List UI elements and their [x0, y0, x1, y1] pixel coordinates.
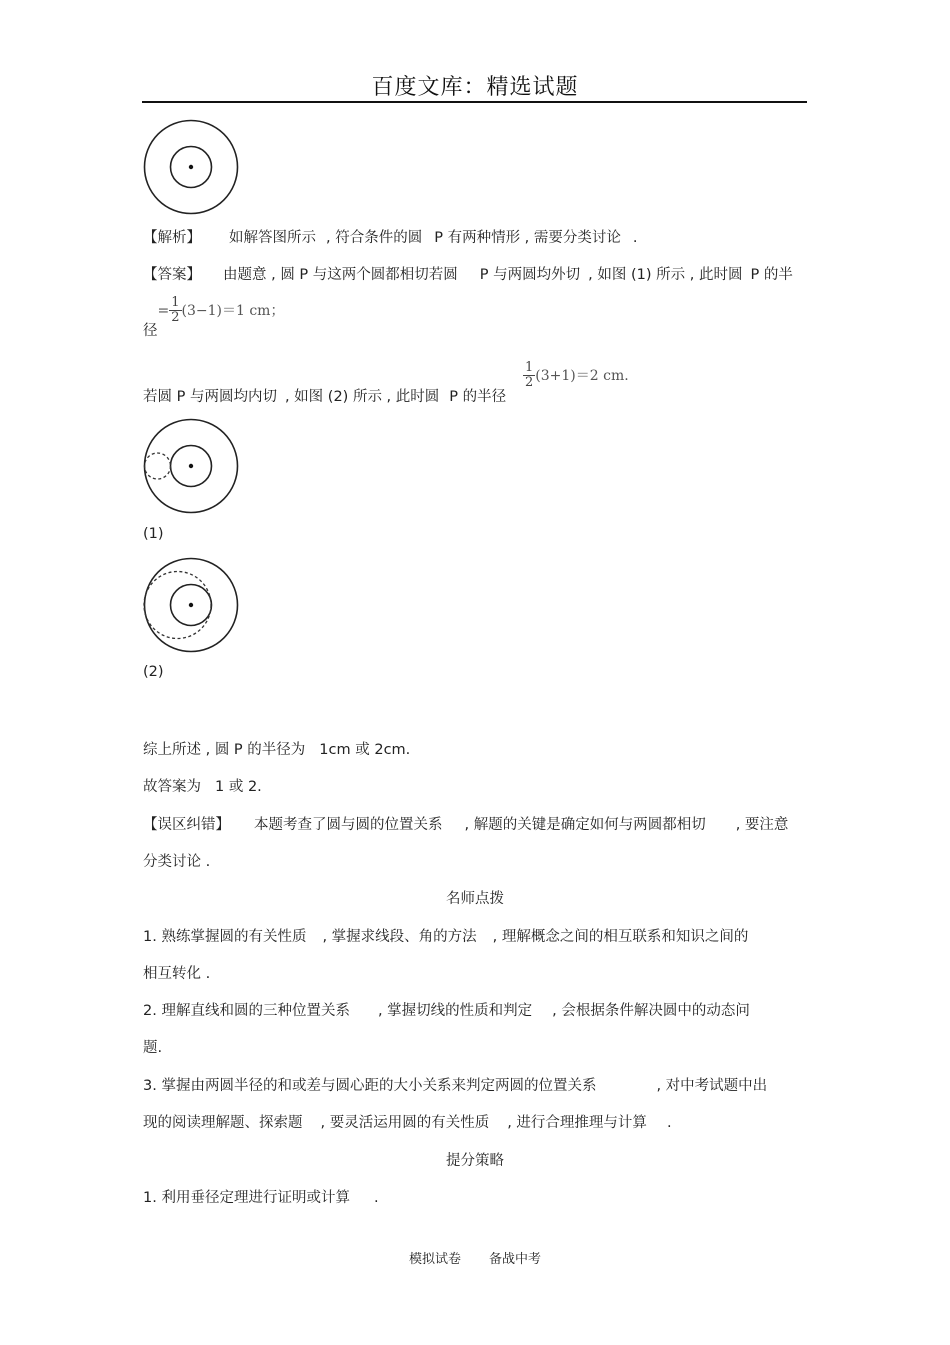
dashed-circle-p — [145, 453, 171, 479]
tip-item-1-cont: 相互转化 . — [143, 966, 211, 982]
concentric-circles-figure — [142, 118, 240, 216]
figure-2-internal-tangent — [142, 556, 240, 654]
analysis-label: 【解析】 — [143, 230, 201, 246]
figure-2-caption: (2) — [143, 664, 164, 680]
tip-item-3-cont: 现的阅读理解题、探索题 , 要灵活运用圆的有关性质 , 进行合理推理与计算 . — [143, 1115, 672, 1131]
summary-line-2: 故答案为 1 或 2. — [143, 779, 262, 795]
answer-label: 【答案】 — [143, 267, 201, 283]
answer-line-3: 若圆 P 与两圆均内切 , 如图 (2) 所示 , 此时圆 P 的半径 — [143, 389, 507, 405]
tip-item-3: 3. 掌握由两圆半径的和或差与圆心距的大小关系来判定两圆的位置关系 , 对中考试题中出 — [143, 1078, 768, 1094]
tip-item-1: 1. 熟练掌握圆的有关性质 , 掌握求线段、角的方法 , 理解概念之间的相互联系和知识之间的 — [143, 929, 749, 945]
header-rule — [142, 101, 807, 103]
center-point — [189, 603, 193, 607]
tip-item-2-cont: 题. — [143, 1040, 163, 1056]
page-footer: 模拟试卷 备战中考 — [408, 1252, 542, 1267]
error-note-line-1: 【误区纠错】 本题考查了圆与圆的位置关系 , 解题的关键是确定如何与两圆都相切 , 要注意 — [143, 817, 789, 833]
error-note-label: 【误区纠错】 — [143, 817, 230, 833]
center-point — [189, 165, 193, 169]
error-note-line-2: 分类讨论 . — [143, 854, 211, 870]
figure-1-caption: (1) — [143, 526, 164, 542]
tip-item-2: 2. 理解直线和圆的三种位置关系 , 掌握切线的性质和判定 , 会根据条件解决圆中的动态问 — [143, 1003, 750, 1019]
strategy-heading: 提分策略 — [446, 1153, 504, 1169]
dashed-circle-p — [144, 572, 211, 639]
summary-line-1: 综上所述 , 圆 P 的半径为 1cm 或 2cm. — [143, 742, 411, 758]
answer-line-1: 【答案】 由题意 , 圆 P 与这两个圆都相切若圆 P 与两圆均外切 , 如图 (1) 所示 , 此时圆 P 的半 — [143, 267, 793, 283]
page-header-title: 百度文库：精选试题 — [371, 75, 579, 100]
radius-formula-1: = $\frac{1}{2}$ (3−1)＝1 cm； — [157, 295, 285, 325]
answer-line-2: 径= $\frac{1}{2}$ (3−1)＝1 cm； — [143, 295, 285, 339]
analysis-line: 【解析】 如解答图所示 , 符合条件的圆 P 有两种情形 , 需要分类讨论 . — [143, 230, 638, 246]
strategy-item-1: 1. 利用垂径定理进行证明或计算 . — [143, 1190, 379, 1206]
figure-1-external-tangent — [142, 417, 240, 515]
center-point — [189, 464, 193, 468]
tips-heading: 名师点拨 — [446, 891, 504, 907]
radius-formula-2: $\frac{1}{2}$ (3+1)＝2 cm. — [525, 360, 629, 390]
